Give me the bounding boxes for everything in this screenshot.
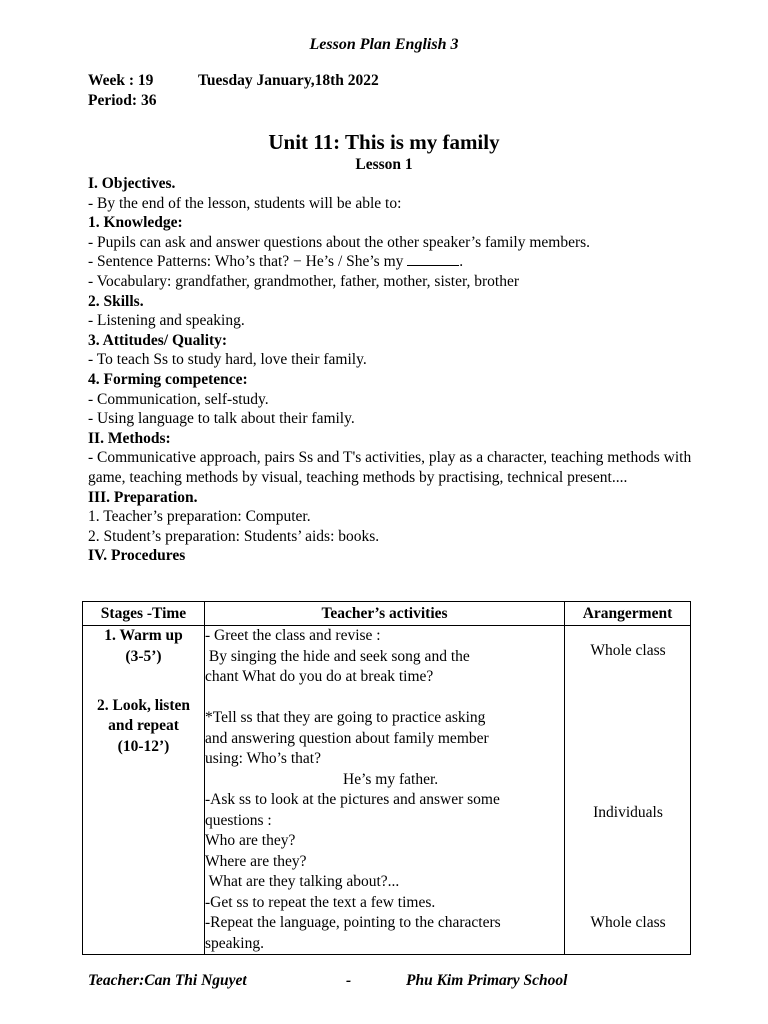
knowledge-item: - Pupils can ask and answer questions about the other speaker’s family members.: [88, 233, 591, 251]
activity-line: and answering question about family member: [205, 729, 489, 747]
procedures-heading: IV. Procedures: [88, 547, 186, 565]
competence-heading: 4. Forming competence:: [88, 370, 248, 388]
activity-line: *Tell ss that they are going to practice asking: [205, 709, 486, 726]
competence-item: - Using language to talk about their family.: [88, 410, 355, 428]
activity-line: Where are they?: [205, 852, 307, 870]
sentence-patterns: [88, 252, 698, 272]
skills-heading: 2. Skills.: [88, 292, 144, 310]
stage-look-listen-time: (10-12’): [117, 737, 170, 755]
methods-text: - Communicative approach, pairs Ss and T's activities, play as a character, teaching methods with game, teaching methods by visual, teaching methods by practising, technical present....: [88, 449, 692, 486]
table-row: [83, 626, 691, 955]
period-label: Period: 36: [88, 92, 157, 109]
arrangement-cell: [565, 626, 691, 955]
attitudes-heading: 3. Attitudes/ Quality:: [88, 331, 228, 349]
activity-line: -Ask ss to look at the pictures and answer some: [205, 791, 500, 808]
activity-line: speaking.: [205, 934, 264, 952]
activity-line: chant What do you do at break time?: [205, 668, 434, 685]
skills-item: - Listening and speaking.: [88, 312, 245, 330]
activity-line: using: Who’s that?: [205, 750, 321, 767]
procedures-table: [82, 601, 691, 955]
activity-line: Who are they?: [205, 832, 296, 849]
activity-line: -Repeat the language, pointing to the characters: [205, 914, 501, 931]
arrangement-whole-class: Whole class: [590, 642, 666, 659]
table-header-row: [83, 602, 691, 626]
sentence-patterns-text: - Sentence Patterns: Who’s that? − He’s / She’s my: [88, 253, 404, 271]
stage-look-listen: 2. Look, listen: [96, 696, 190, 714]
student-preparation: 2. Student’s preparation: Students’ aids: books.: [88, 527, 380, 545]
knowledge-heading: 1. Knowledge:: [88, 214, 183, 232]
methods-heading: II. Methods:: [88, 429, 171, 447]
footer-teacher: Teacher:Can Thi Nguyet: [88, 972, 247, 989]
activity-line: He’s my father.: [343, 770, 439, 788]
sentence-patterns-end: .: [459, 253, 464, 271]
objectives-intro: - By the end of the lesson, students will be able to:: [88, 194, 402, 212]
activity-line: - Greet the class and revise :: [205, 627, 381, 644]
activity-line: questions :: [205, 811, 272, 829]
footer-separator: -: [346, 972, 352, 989]
stage-warm-up-time: (3-5’): [125, 647, 162, 665]
activities-cell: [205, 626, 565, 955]
teacher-preparation: 1. Teacher’s preparation: Computer.: [88, 508, 311, 526]
document-title: Lesson Plan English 3: [309, 36, 459, 53]
objectives-heading: I. Objectives.: [88, 175, 176, 192]
fill-blank: [407, 253, 459, 266]
preparation-heading: III. Preparation.: [88, 488, 198, 506]
activity-line: What are they talking about?...: [205, 873, 400, 890]
activity-line: -Get ss to repeat the text a few times.: [205, 893, 436, 911]
activity-line: By singing the hide and seek song and the: [205, 647, 470, 665]
stage-warm-up: 1. Warm up: [104, 627, 183, 644]
stages-cell: [83, 626, 205, 955]
stage-look-listen: and repeat: [108, 717, 179, 734]
arrangement-whole-class: Whole class: [590, 914, 666, 931]
unit-title: Unit 11: This is my family: [268, 130, 500, 154]
date-label: Tuesday January,18th 2022: [198, 72, 379, 89]
arrangement-individuals: Individuals: [593, 804, 663, 821]
vocabulary-item: - Vocabulary: grandfather, grandmother, father, mother, sister, brother: [88, 272, 520, 290]
week-label: Week : 19: [88, 72, 154, 89]
column-header: Arangerment: [565, 602, 691, 626]
column-header: Teacher’s activities: [205, 602, 565, 626]
attitudes-item: - To teach Ss to study hard, love their family.: [88, 351, 367, 369]
column-header: Stages -Time: [83, 602, 205, 626]
lesson-body: [88, 174, 698, 566]
activity-spacer: [205, 688, 564, 709]
footer-school: Phu Kim Primary School: [406, 972, 568, 989]
competence-item: - Communication, self-study.: [88, 390, 269, 408]
lesson-number: Lesson 1: [355, 156, 413, 173]
